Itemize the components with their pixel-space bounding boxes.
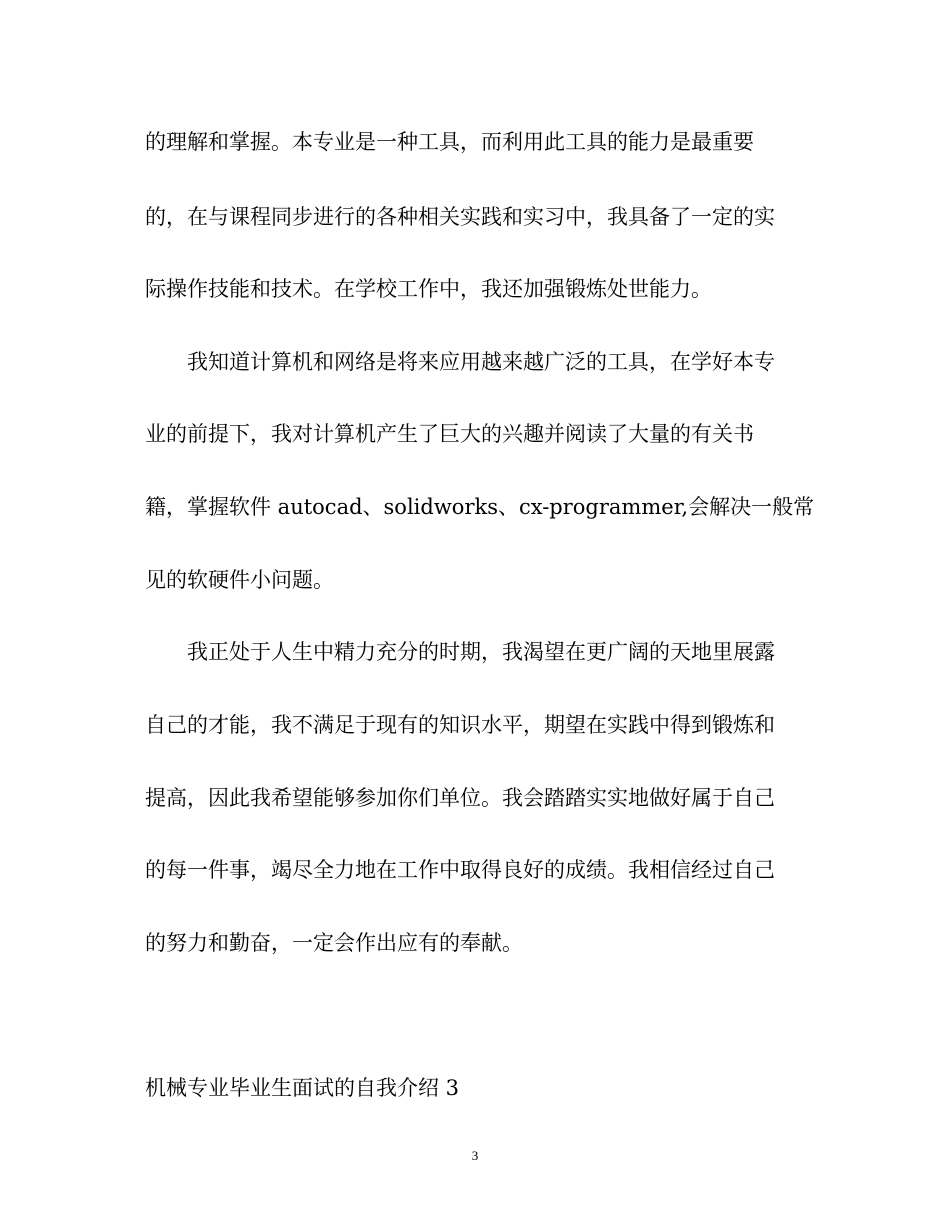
page-number: 3 xyxy=(471,1148,479,1163)
paragraph-3-line-1: 我正处于人生中精力充分的时期，我渴望在更广阔的天地里展露 xyxy=(187,640,775,664)
paragraph-3-line-5: 的努力和勤奋，一定会作出应有的奉献。 xyxy=(145,931,523,955)
paragraph-1-line-3: 际操作技能和技术。在学校工作中，我还加强锻炼处世能力。 xyxy=(145,277,712,301)
paragraph-2-line-3: 籍，掌握软件 autocad、solidworks、cx-programmer,会解决一般常 xyxy=(145,495,815,519)
paragraph-2-line-1: 我知道计算机和网络是将来应用越来越广泛的工具，在学好本专 xyxy=(187,350,775,374)
paragraph-1-line-1: 的理解和掌握。本专业是一种工具，而利用此工具的能力是最重要 xyxy=(145,130,754,154)
section-heading: 机械专业毕业生面试的自我介绍 3 xyxy=(145,1076,460,1100)
paragraph-2-line-4: 见的软硬件小问题。 xyxy=(145,568,334,592)
paragraph-2-line-2: 业的前提下，我对计算机产生了巨大的兴趣并阅读了大量的有关书 xyxy=(145,422,754,446)
paragraph-1-line-2: 的，在与课程同步进行的各种相关实践和实习中，我具备了一定的实 xyxy=(145,205,775,229)
paragraph-3-line-2: 自己的才能，我不满足于现有的知识水平，期望在实践中得到锻炼和 xyxy=(145,713,775,737)
paragraph-3-line-4: 的每一件事，竭尽全力地在工作中取得良好的成绩。我相信经过自己 xyxy=(145,858,775,882)
paragraph-3-line-3: 提高，因此我希望能够参加你们单位。我会踏踏实实地做好属于自己 xyxy=(145,786,775,810)
